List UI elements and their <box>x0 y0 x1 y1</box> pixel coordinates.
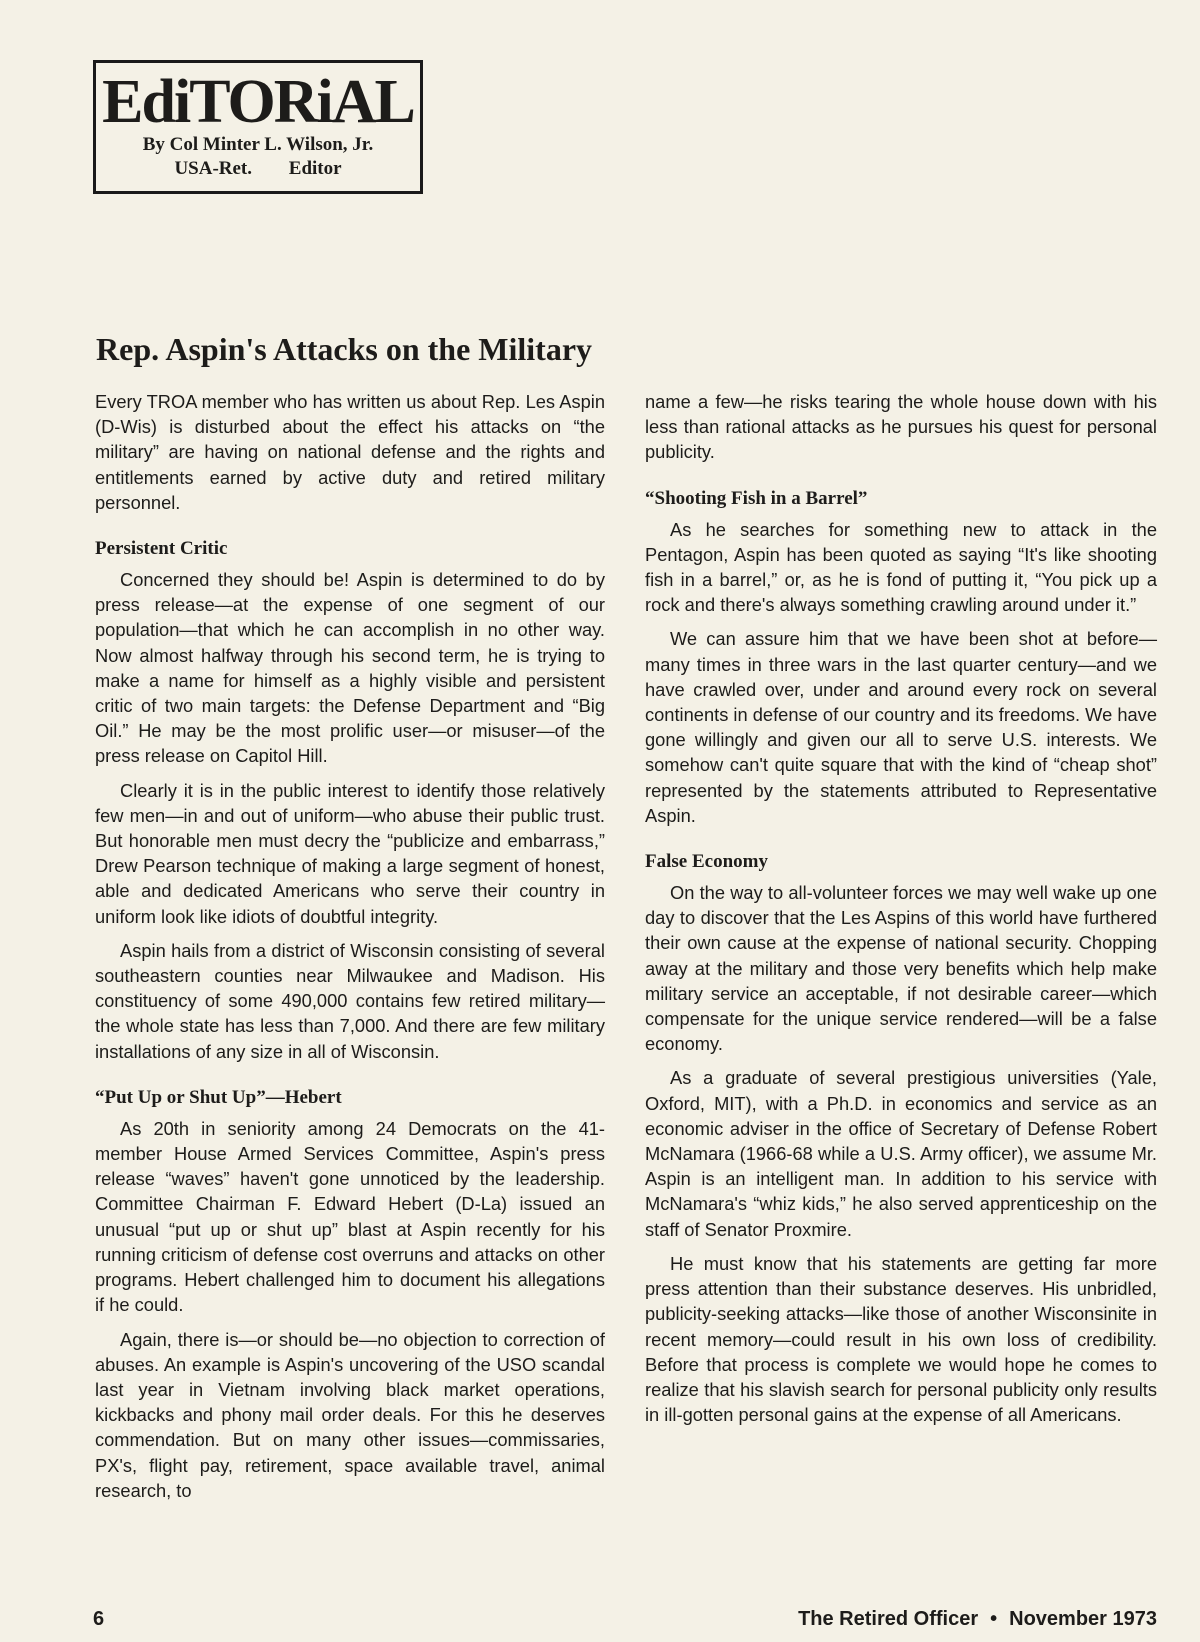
paragraph: On the way to all-volunteer forces we may well wake up one day to discover that the Les Aspins of this world have furthered their own cause at the expense of national security. Chopping away at the military and those very benefits which help make military service an acceptable, if not desirable career—which compensate for the unique service rendered—will be a false economy. <box>645 882 1157 1055</box>
paragraph-continued: name a few—he risks tearing the whole house down with his less than rational attacks as he pursues his quest for personal publicity. <box>645 391 1157 463</box>
masthead-title: EdiTORiAL <box>102 68 414 136</box>
paragraph: Aspin hails from a district of Wisconsin consisting of several southeastern counties near Milwaukee and Madison. His constituency of some 490,000 contains few retired military—the whole state has less than 7,000. And there are few military installations of any size in all of Wisconsin. <box>95 939 605 1062</box>
paragraph: Again, there is—or should be—no objection to correction of abuses. An example is Aspin's uncovering of the USO scandal last year in Vietnam involving black market operations, kickbacks and phony mail order deals. For this he deserves commendation. But on many other issues—commissaries, PX's, flight pay, retirement, space available travel, animal research, to <box>95 1328 605 1501</box>
paragraph: Clearly it is in the public interest to identify those relatively few men—in and out of uniform—who abuse their public trust. But honorable men must decry the “publicize and embarrass,” Drew Pearson technique of making a large segment of honest, able and dedicated Americans who serve their country in uniform look like idiots of doubtful integrity. <box>95 779 605 927</box>
byline-role: Editor <box>288 158 342 179</box>
byline-title <box>96 157 420 181</box>
page-number: 6 <box>93 1608 105 1630</box>
paragraph: He must know that his statements are getting far more press attention than their substance deserves. His unbridled, publicity-seeking attacks—like those of another Wisconsinite in recent memory—could result in his own loss of credibility. Before that process is complete we would hope he comes to realize that his slavish search for personal publicity only results in ill-gotten personal gains at the expense of all Americans. <box>645 1252 1157 1426</box>
paragraph: As 20th in seniority among 24 Democrats on the 41-member House Armed Services Committee, Aspin's press release “waves” haven't gone unnoticed by the leadership. Committee Chairman F. Edward Hebert (D-La) issued an unusual “put up or shut up” blast at Aspin recently for his running criticism of defense cost overruns and attacks on other programs. Hebert challenged him to document his allegations if he could. <box>95 1117 605 1316</box>
subhead-shooting-fish: “Shooting Fish in a Barrel” <box>645 487 868 509</box>
article-headline: Rep. Aspin's Attacks on the Military <box>96 331 593 367</box>
paragraph: We can assure him that we have been shot at before—many times in three wars in the last quarter century—and we have crawled over, under and around every rock on several continents in defense of our country and its freedoms. We have gone willingly and given our all to serve U.S. interests. We somehow can't quite square that with the kind of “cheap shot” represented by the statements attributed to Representative Aspin. <box>645 628 1157 826</box>
left-column <box>95 389 605 1512</box>
byline-rank: USA-Ret. <box>174 158 253 179</box>
editorial-masthead <box>93 60 423 194</box>
paragraph: As he searches for something new to attack in the Pentagon, Aspin has been quoted as saying “It's like shooting fish in a barrel,” or, as he is fond of putting it, “You pick up a rock and there's always something crawling around under it.” <box>645 518 1157 616</box>
subhead-false-economy: False Economy <box>645 851 768 873</box>
paragraph: As a graduate of several prestigious universities (Yale, Oxford, MIT), with a Ph.D. in economics and service as an economic adviser in the office of Secretary of Defense Robert McNamara (1966-68 while a U.S. Army officer), we assume Mr. Aspin is an intelligent man. In addition to his service with McNamara's “whiz kids,” he also served apprenticeship on the staff of Senator Proxmire. <box>645 1067 1157 1240</box>
byline-author: By Col Minter L. Wilson, Jr. <box>142 134 374 155</box>
publication-name: The Retired Officer <box>798 1608 979 1630</box>
intro-paragraph: Every TROA member who has written us about Rep. Les Aspin (D-Wis) is disturbed about the effect his attacks on “the military” are having on national defense and the rights and entitlements earned by active duty and retired military personnel. <box>95 391 605 513</box>
bullet-separator: • <box>990 1608 998 1630</box>
subhead-persistent-critic: Persistent Critic <box>95 538 228 560</box>
right-column <box>645 389 1157 1436</box>
subhead-put-up-or-shut-up: “Put Up or Shut Up”—Hebert <box>95 1086 342 1108</box>
issue-date: November 1973 <box>1009 1608 1157 1630</box>
publication-info <box>798 1608 1157 1631</box>
paragraph: Concerned they should be! Aspin is determined to do by press release—at the expense of one segment of our population—that which he can accomplish in no other way. Now almost halfway through his second term, he is trying to make a name for himself as a highly visible and persistent critic of two main targets: the Defense Department and “Big Oil.” He may be the most prolific user—or misuser—of the press release on Capitol Hill. <box>95 569 605 767</box>
